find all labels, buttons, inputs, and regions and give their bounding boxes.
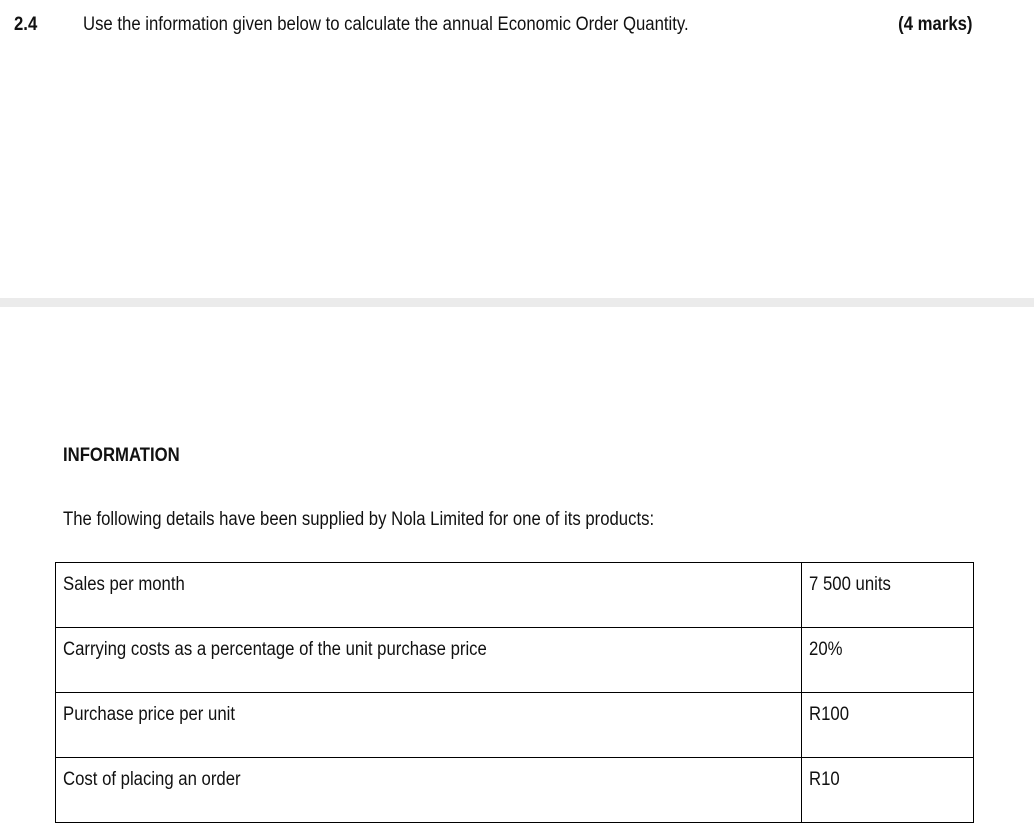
information-intro: The following details have been supplied by Nola Limited for one of its products: xyxy=(63,509,655,530)
row-label: Carrying costs as a percentage of the unit purchase price xyxy=(63,639,487,660)
page-separator xyxy=(0,298,1034,307)
row-label-cell xyxy=(56,693,802,758)
row-value-cell xyxy=(802,758,974,823)
row-value: 20% xyxy=(809,639,843,660)
table-row xyxy=(56,563,974,628)
row-value: R10 xyxy=(809,769,840,790)
row-value: R100 xyxy=(809,704,850,725)
row-label-cell xyxy=(56,758,802,823)
question-text: Use the information given below to calculate the annual Economic Order Quantity. xyxy=(83,14,689,35)
row-label: Sales per month xyxy=(63,574,185,595)
row-value-cell xyxy=(802,563,974,628)
table-row xyxy=(56,628,974,693)
information-heading: INFORMATION xyxy=(63,445,180,466)
table-row xyxy=(56,693,974,758)
row-label-cell xyxy=(56,563,802,628)
row-value-cell xyxy=(802,628,974,693)
row-value: 7 500 units xyxy=(809,574,891,595)
information-table xyxy=(55,562,974,823)
table-row xyxy=(56,758,974,823)
question-marks: (4 marks) xyxy=(897,14,972,35)
row-value-cell xyxy=(802,693,974,758)
question-number: 2.4 xyxy=(14,14,38,35)
row-label-cell xyxy=(56,628,802,693)
row-label: Cost of placing an order xyxy=(63,769,241,790)
row-label: Purchase price per unit xyxy=(63,704,235,725)
